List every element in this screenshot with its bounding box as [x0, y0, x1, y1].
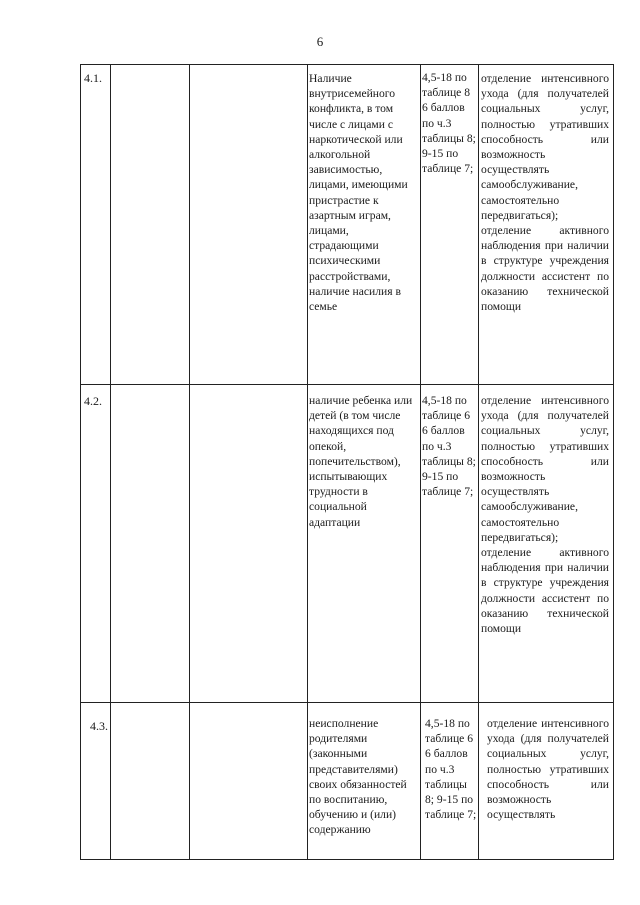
row-number: 4.1.: [84, 71, 102, 85]
row-description: наличие ребенка или детей (в том числе находящихся под опекой, попечительством), испытывающих трудности в социальной адаптации: [309, 394, 413, 529]
row-description: неисполнение родителями (законными представителями) своих обязанностей по воспитанию, обучению и (или) содержанию: [309, 717, 407, 837]
table-border-right: [613, 64, 614, 860]
table-border-left: [80, 64, 81, 860]
column-divider: [110, 64, 111, 860]
services-table: [80, 64, 614, 860]
row-number: 4.2.: [84, 394, 102, 408]
row-divider: [80, 702, 614, 703]
row-criteria: 4,5-18 по таблице 6 6 баллов по ч.3 таблицы 8; 9-15 по таблице 7;: [422, 394, 476, 499]
page-number: 6: [316, 34, 324, 49]
column-divider: [420, 64, 421, 860]
row-divider: [80, 384, 614, 385]
column-divider: [307, 64, 308, 860]
row-criteria: 4,5-18 по таблице 6 6 баллов по ч.3 таблицы 8; 9-15 по таблице 7;: [425, 717, 477, 822]
row-department: отделение интенсивного ухода (для получателей социальных услуг, полностью утративших способность или возможность осуществлять самообслуживание, самостоятельно передвигаться); отделение активного наблюдения при наличии в структуре учреждения должности ассистент по оказанию технической помощи: [481, 72, 609, 314]
row-department: отделение интенсивного ухода (для получателей социальных услуг, полностью утративших способность или возможность осуществлять: [487, 717, 609, 822]
row-department: отделение интенсивного ухода (для получателей социальных услуг, полностью утративших способность или возможность осуществлять самообслуживание, самостоятельно передвигаться); отделение активного наблюдения при наличии в структуре учреждения должности ассистент по оказанию технической помощи: [481, 394, 609, 636]
row-criteria: 4,5-18 по таблице 8 6 баллов по ч.3 таблицы 8; 9-15 по таблице 7;: [422, 71, 476, 176]
table-border-bottom: [80, 859, 614, 860]
table-border-top: [80, 64, 614, 65]
column-divider: [189, 64, 190, 860]
row-number: 4.3.: [90, 719, 108, 733]
row-description: Наличие внутрисемейного конфликта, в том числе с лицами с наркотической или алкогольной зависимостью, лицами, имеющими пристрастие к азартным играм, лицами, страдающими психическими расстройствами, наличие насилия в семье: [309, 72, 408, 314]
column-divider: [478, 64, 479, 860]
